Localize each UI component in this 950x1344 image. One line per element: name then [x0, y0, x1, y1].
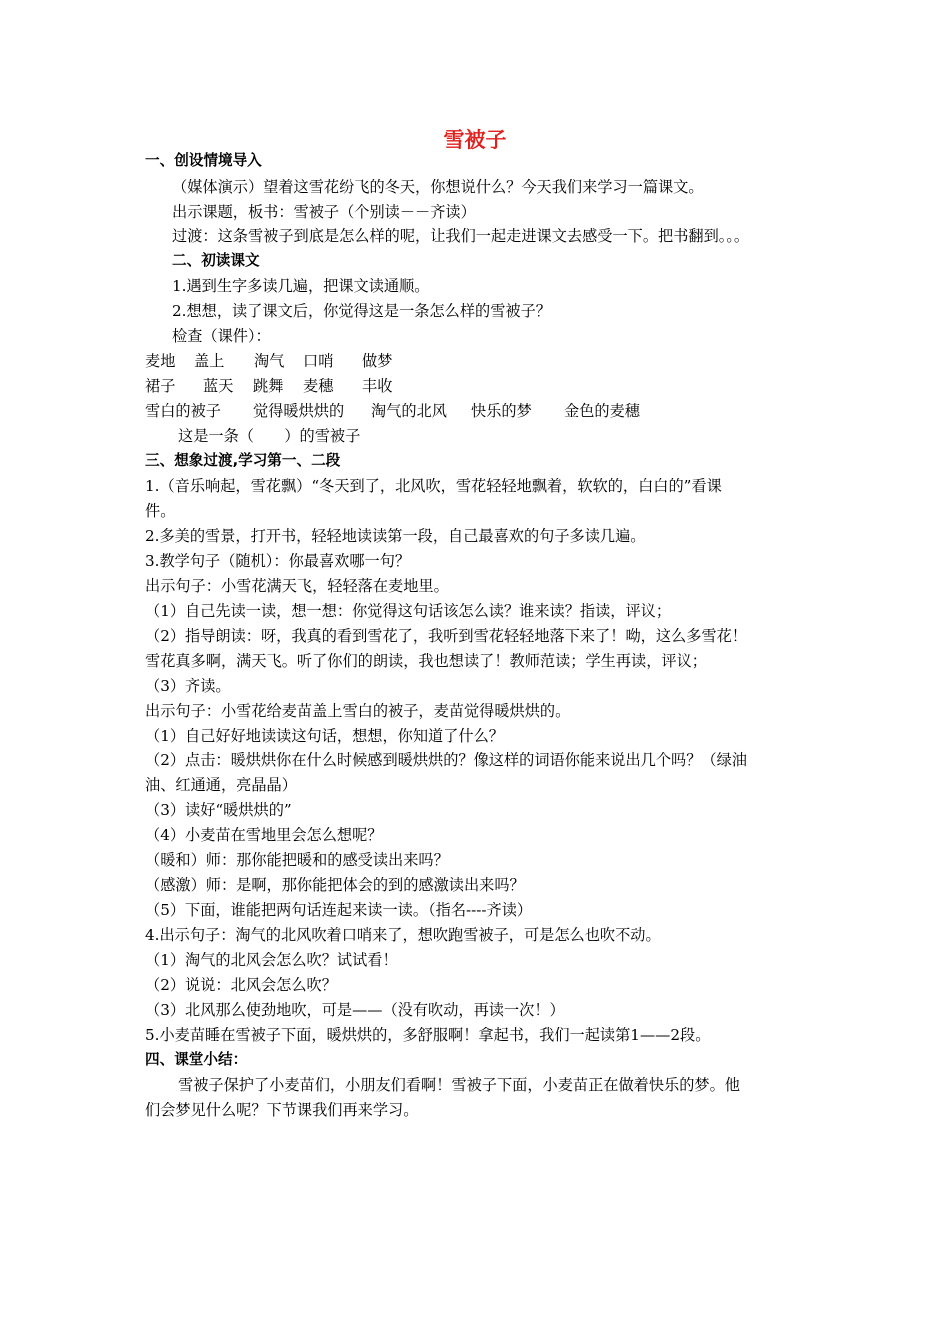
section-2-heading: 二、初读课文 [172, 252, 260, 269]
lesson-line: （感激）师：是啊，那你能把体会的到的感激读出来吗？ [145, 876, 525, 894]
paragraph: 们会梦见什么呢？下节课我们再来学习。 [145, 1101, 419, 1119]
vocab-word: 淘气 [254, 352, 285, 370]
vocab-word: 麦穗 [303, 377, 334, 395]
paragraph: 2.想想，读了课文后，你觉得这是一条怎么样的雪被子？ [172, 302, 551, 320]
section-4-heading: 四、课堂小结： [145, 1051, 248, 1068]
lesson-line: 件。 [145, 502, 176, 520]
vocab-word: 跳舞 [253, 377, 284, 395]
lesson-line: 2.多美的雪景，打开书，轻轻地读读第一段，自己最喜欢的句子多读几遍。 [145, 527, 646, 545]
paragraph: 雪被子保护了小麦苗们，小朋友们看啊！雪被子下面，小麦苗正在做着快乐的梦。他 [178, 1076, 740, 1094]
lesson-line: （2）说说：北风会怎么吹？ [145, 976, 337, 994]
lesson-line: 出示句子：小雪花给麦苗盖上雪白的被子，麦苗觉得暖烘烘的。 [145, 702, 571, 720]
lesson-line: （2）指导朗读：呀，我真的看到雪花了，我听到雪花轻轻地落下来了！呦，这么多雪花！ [145, 627, 747, 645]
vocab-word: 丰收 [362, 377, 393, 395]
paragraph: 1.遇到生字多读几遍，把课文读通顺。 [172, 277, 430, 295]
lesson-line: （3）北风那么使劲地吹，可是——（没有吹动，再读一次！） [145, 1001, 565, 1019]
lesson-line: （1）自己先读一读，想一想：你觉得这句话该怎么读？谁来读？指读，评议； [145, 602, 672, 620]
vocab-word: 麦地 [145, 352, 176, 370]
lesson-line: 雪花真多啊，满天飞。听了你们的朗读，我也想读了！教师范读；学生再读，评议； [145, 652, 707, 670]
lesson-line: （1）自己好好地读读这句话，想想，你知道了什么？ [145, 727, 504, 745]
lesson-line: 1.（音乐响起，雪花飘）“冬天到了，北风吹，雪花轻轻地飘着，软软的，白白的”看课 [145, 477, 722, 495]
vocab-phrase: 觉得暖烘烘的 [253, 402, 345, 420]
lesson-line: （1）淘气的北风会怎么吹？试试看！ [145, 951, 398, 969]
lesson-line: （4）小麦苗在雪地里会怎么想呢？ [145, 826, 383, 844]
lesson-line: （5）下面，谁能把两句话连起来读一读。（指名----齐读） [145, 901, 533, 919]
vocab-word: 盖上 [194, 352, 225, 370]
lesson-line: 5.小麦苗睡在雪被子下面，暖烘烘的，多舒服啊！拿起书，我们一起读第1——2段。 [145, 1026, 711, 1044]
vocab-word: 口哨 [303, 352, 334, 370]
paragraph: （媒体演示）望着这雪花纷飞的冬天，你想说什么？今天我们来学习一篇课文。 [172, 178, 704, 196]
lesson-line: 出示句子：小雪花满天飞，轻轻落在麦地里。 [145, 577, 449, 595]
lesson-line: （2）点击：暖烘烘你在什么时候感到暖烘烘的？像这样的词语你能来说出几个吗？（绿油 [145, 751, 747, 769]
lesson-line: 油、红通通，亮晶晶） [145, 776, 297, 794]
section-1-heading: 一、创设情境导入 [145, 152, 262, 169]
lesson-line: 3.教学句子（随机）：你最喜欢哪一句？ [145, 552, 411, 570]
lesson-line: （3）齐读。 [145, 677, 231, 695]
vocab-phrase: 淘气的北风 [371, 402, 447, 420]
lesson-line: 4.出示句子：淘气的北风吹着口哨来了，想吹跑雪被子，可是怎么也吹不动。 [145, 926, 661, 944]
paragraph: 过渡：这条雪被子到底是怎么样的呢，让我们一起走进课文去感受一下。把书翻到。。。 [172, 227, 750, 245]
vocab-word: 裙子 [145, 377, 176, 395]
lesson-line: （暖和）师：那你能把暖和的感受读出来吗？ [145, 851, 449, 869]
paragraph: 检查（课件）： [172, 327, 271, 345]
vocab-phrase: 金色的麦穗 [564, 402, 640, 420]
lesson-line: （3）读好“暖烘烘的” [145, 801, 292, 819]
vocab-phrase: 雪白的被子 [145, 402, 221, 420]
fill-in-sentence: 这是一条（ ）的雪被子 [178, 427, 361, 445]
document-title: 雪被子 [443, 128, 507, 152]
vocab-word: 做梦 [362, 352, 393, 370]
section-3-heading: 三、想象过渡,学习第一、二段 [145, 452, 341, 469]
vocab-word: 蓝天 [203, 377, 234, 395]
vocab-phrase: 快乐的梦 [471, 402, 532, 420]
paragraph: 出示课题，板书：雪被子（个别读－－齐读） [172, 203, 476, 221]
